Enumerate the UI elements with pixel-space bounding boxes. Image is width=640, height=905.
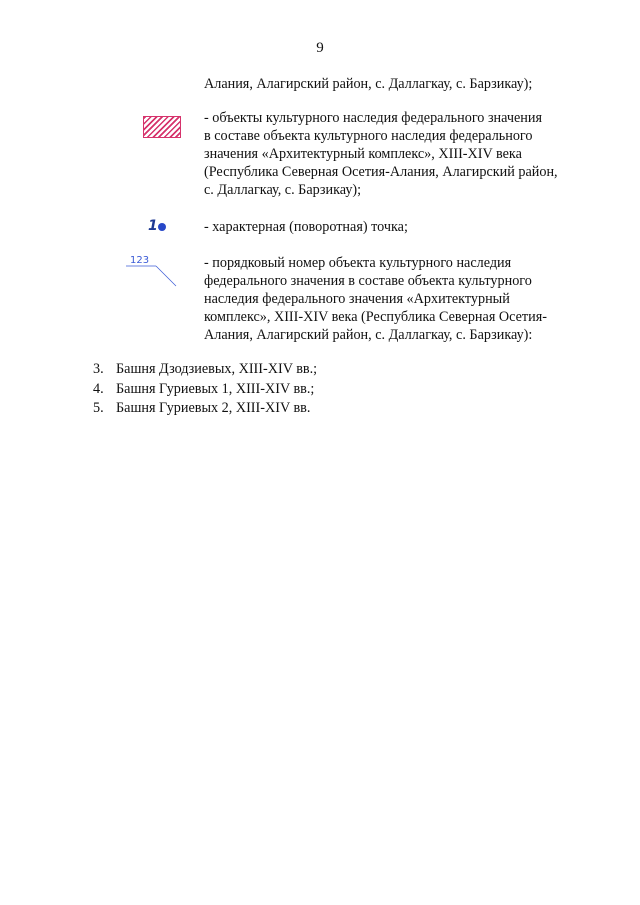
- list-item-text: Башня Гуриевых 2, XIII-XIV вв.: [116, 400, 311, 416]
- list-item-text: Башня Гуриевых 1, XIII-XIV вв.;: [116, 380, 315, 397]
- legend-item-object-number: [204, 254, 547, 344]
- legend-line: значения «Архитектурный комплекс», XIII-XIV века: [204, 146, 522, 162]
- legend-line: в составе объекта культурного наследия федерального: [204, 128, 533, 144]
- list-item-number: 3.: [93, 361, 104, 377]
- objects-list: [93, 360, 317, 419]
- list-item-number: 5.: [93, 400, 104, 416]
- legend-line: - характерная (поворотная) точка;: [204, 219, 408, 235]
- legend-line: (Республика Северная Осетия-Алания, Алагирский район,: [204, 164, 558, 180]
- list-item-number: 4.: [93, 380, 104, 397]
- list-item: [93, 360, 317, 380]
- legend-line: комплекс», XIII-XIV века (Республика Северная Осетия-: [204, 309, 547, 325]
- legend-line: Алания, Алагирский район, с. Даллагкау, с. Барзикау):: [204, 327, 533, 343]
- legend-line: федерального значения в составе объекта культурного: [204, 273, 532, 289]
- list-item: [93, 399, 317, 419]
- hatched-area-symbol: [143, 116, 181, 138]
- turning-point-dot-icon: [158, 223, 166, 231]
- legend-line: - порядковый номер объекта культурного наследия: [204, 255, 512, 271]
- list-item: [93, 380, 317, 400]
- page-number: 9: [316, 40, 324, 56]
- leader-line: [156, 266, 176, 286]
- object-number-label: 123: [130, 255, 150, 266]
- legend-line: - объекты культурного наследия федерального значения: [204, 110, 543, 126]
- legend-item-heritage-objects: [204, 109, 558, 199]
- continuation-line: Алания, Алагирский район, с. Даллагкау, с. Барзикау);: [204, 76, 533, 92]
- legend-line: с. Даллагкау, с. Барзикау);: [204, 182, 362, 198]
- object-number-symbol: [118, 250, 188, 292]
- list-item-text: Башня Дзодзиевых, XIII-XIV вв.;: [116, 361, 318, 377]
- legend-item-turning-point: [204, 218, 408, 236]
- legend-line: наследия федерального значения «Архитектурный: [204, 291, 510, 307]
- turning-point-label: 1: [148, 218, 158, 234]
